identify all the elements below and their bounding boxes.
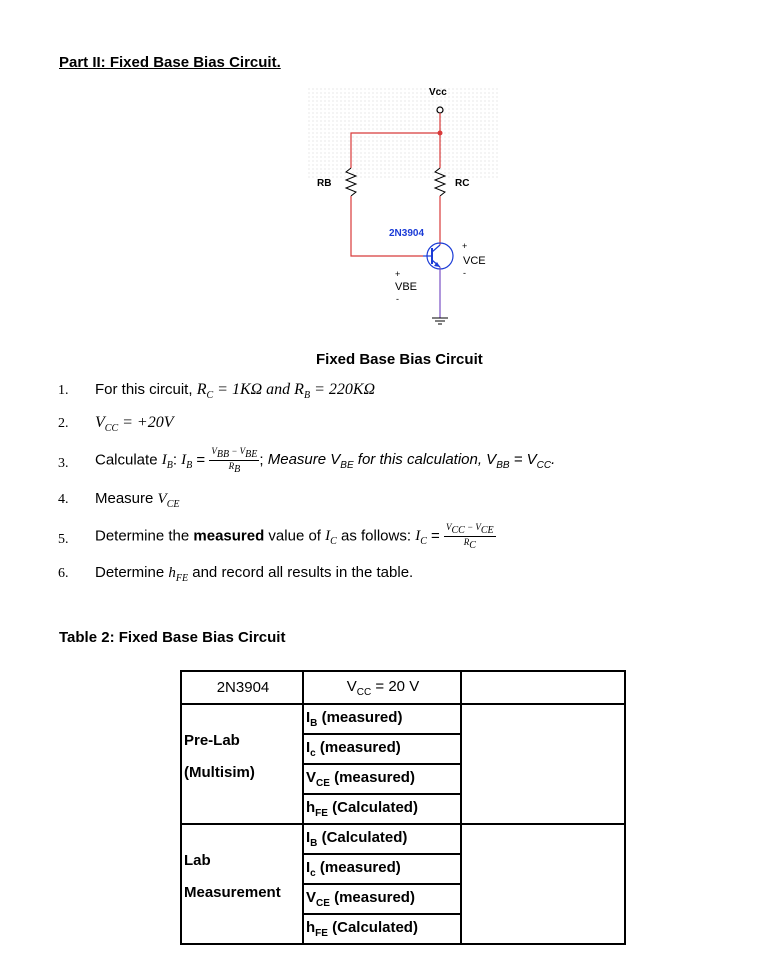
group-prelab-line1: Pre-Lab	[184, 732, 240, 749]
row-label: $V_{CE}$ (measured)	[303, 764, 461, 794]
vce-label: VCE	[463, 255, 486, 267]
step-6-number: 6.	[58, 566, 69, 581]
transistor-symbol	[423, 243, 453, 269]
rb-label: RB	[317, 178, 332, 189]
vcc-terminal	[437, 107, 443, 113]
vcc-label: Vcc	[429, 87, 447, 98]
table-row	[181, 824, 625, 854]
table-header-row	[181, 671, 625, 704]
vbe-minus: -	[396, 294, 399, 304]
row-label: $h_{FE}$ (Calculated)	[303, 794, 461, 824]
vce-plus: +	[462, 241, 468, 251]
vbe-plus: +	[395, 269, 401, 279]
step-4-number: 4.	[58, 492, 69, 507]
prelab-value-cell[interactable]	[461, 704, 625, 824]
row-label: $I_c$ (measured)	[303, 734, 461, 764]
page-title: Part II: Fixed Base Bias Circuit.	[59, 54, 281, 71]
base-wire	[351, 196, 423, 256]
results-table	[180, 670, 626, 945]
step-1-math: $R_C = 1K\Omega$ and $R_B = 220K\Omega$	[196, 381, 376, 402]
circuit-caption: Fixed Base Bias Circuit	[316, 351, 483, 368]
step-6-text: Determine $h_{FE}$ and record all results in the table.	[95, 564, 414, 584]
circuit-diagram	[300, 80, 500, 340]
row-label: $h_{FE}$ (Calculated)	[303, 914, 461, 944]
row-label: $I_B$ (measured)	[303, 704, 461, 734]
step-5-number: 5.	[58, 532, 69, 547]
table-caption: Table 2: Fixed Base Bias Circuit	[59, 629, 286, 646]
rc-label: RC	[455, 178, 470, 189]
group-lab-line1: Lab	[184, 852, 211, 869]
group-prelab	[181, 704, 303, 824]
step-2-text: $V_{CC} = +20V$	[95, 414, 174, 435]
step-4-text: Measure $V_{CE}$	[95, 490, 180, 510]
vbe-label: VBE	[395, 281, 418, 293]
step-2-number: 2.	[58, 416, 69, 431]
group-prelab-line2: (Multisim)	[184, 764, 255, 781]
table-row	[181, 704, 625, 734]
group-lab-line2: Measurement	[184, 884, 281, 901]
ground-symbol	[432, 318, 448, 324]
header-condition: $V_{CC} = 20$ V	[303, 671, 461, 704]
vce-minus: -	[463, 268, 466, 278]
row-label: $I_c$ (measured)	[303, 854, 461, 884]
row-label: $V_{CE}$ (measured)	[303, 884, 461, 914]
header-part: 2N3904	[181, 671, 303, 704]
header-value-cell[interactable]	[461, 671, 625, 704]
step-1-lead: For this circuit,	[95, 381, 197, 398]
lab-value-cell[interactable]	[461, 824, 625, 944]
group-lab	[181, 824, 303, 944]
step-5-text: Determine the measured value of $I_C$ as follows: $I_C$ = $\frac{V_{CC} - V_{CE}}{R_C}$	[95, 522, 494, 551]
step-1-number: 1.	[58, 383, 69, 398]
step-1-text	[95, 381, 375, 401]
step-3-number: 3.	[58, 456, 69, 471]
row-label: $I_B$ (Calculated)	[303, 824, 461, 854]
step-3-text: Calculate $I_B$: $I_B$ = $\frac{V_{BB} - V_{BE}}{R_B}$ ; Measure $V_{BE}$ for this calculation, $V_{BB} = V_{CC}$.	[95, 446, 556, 475]
transistor-label: 2N3904	[389, 228, 425, 239]
